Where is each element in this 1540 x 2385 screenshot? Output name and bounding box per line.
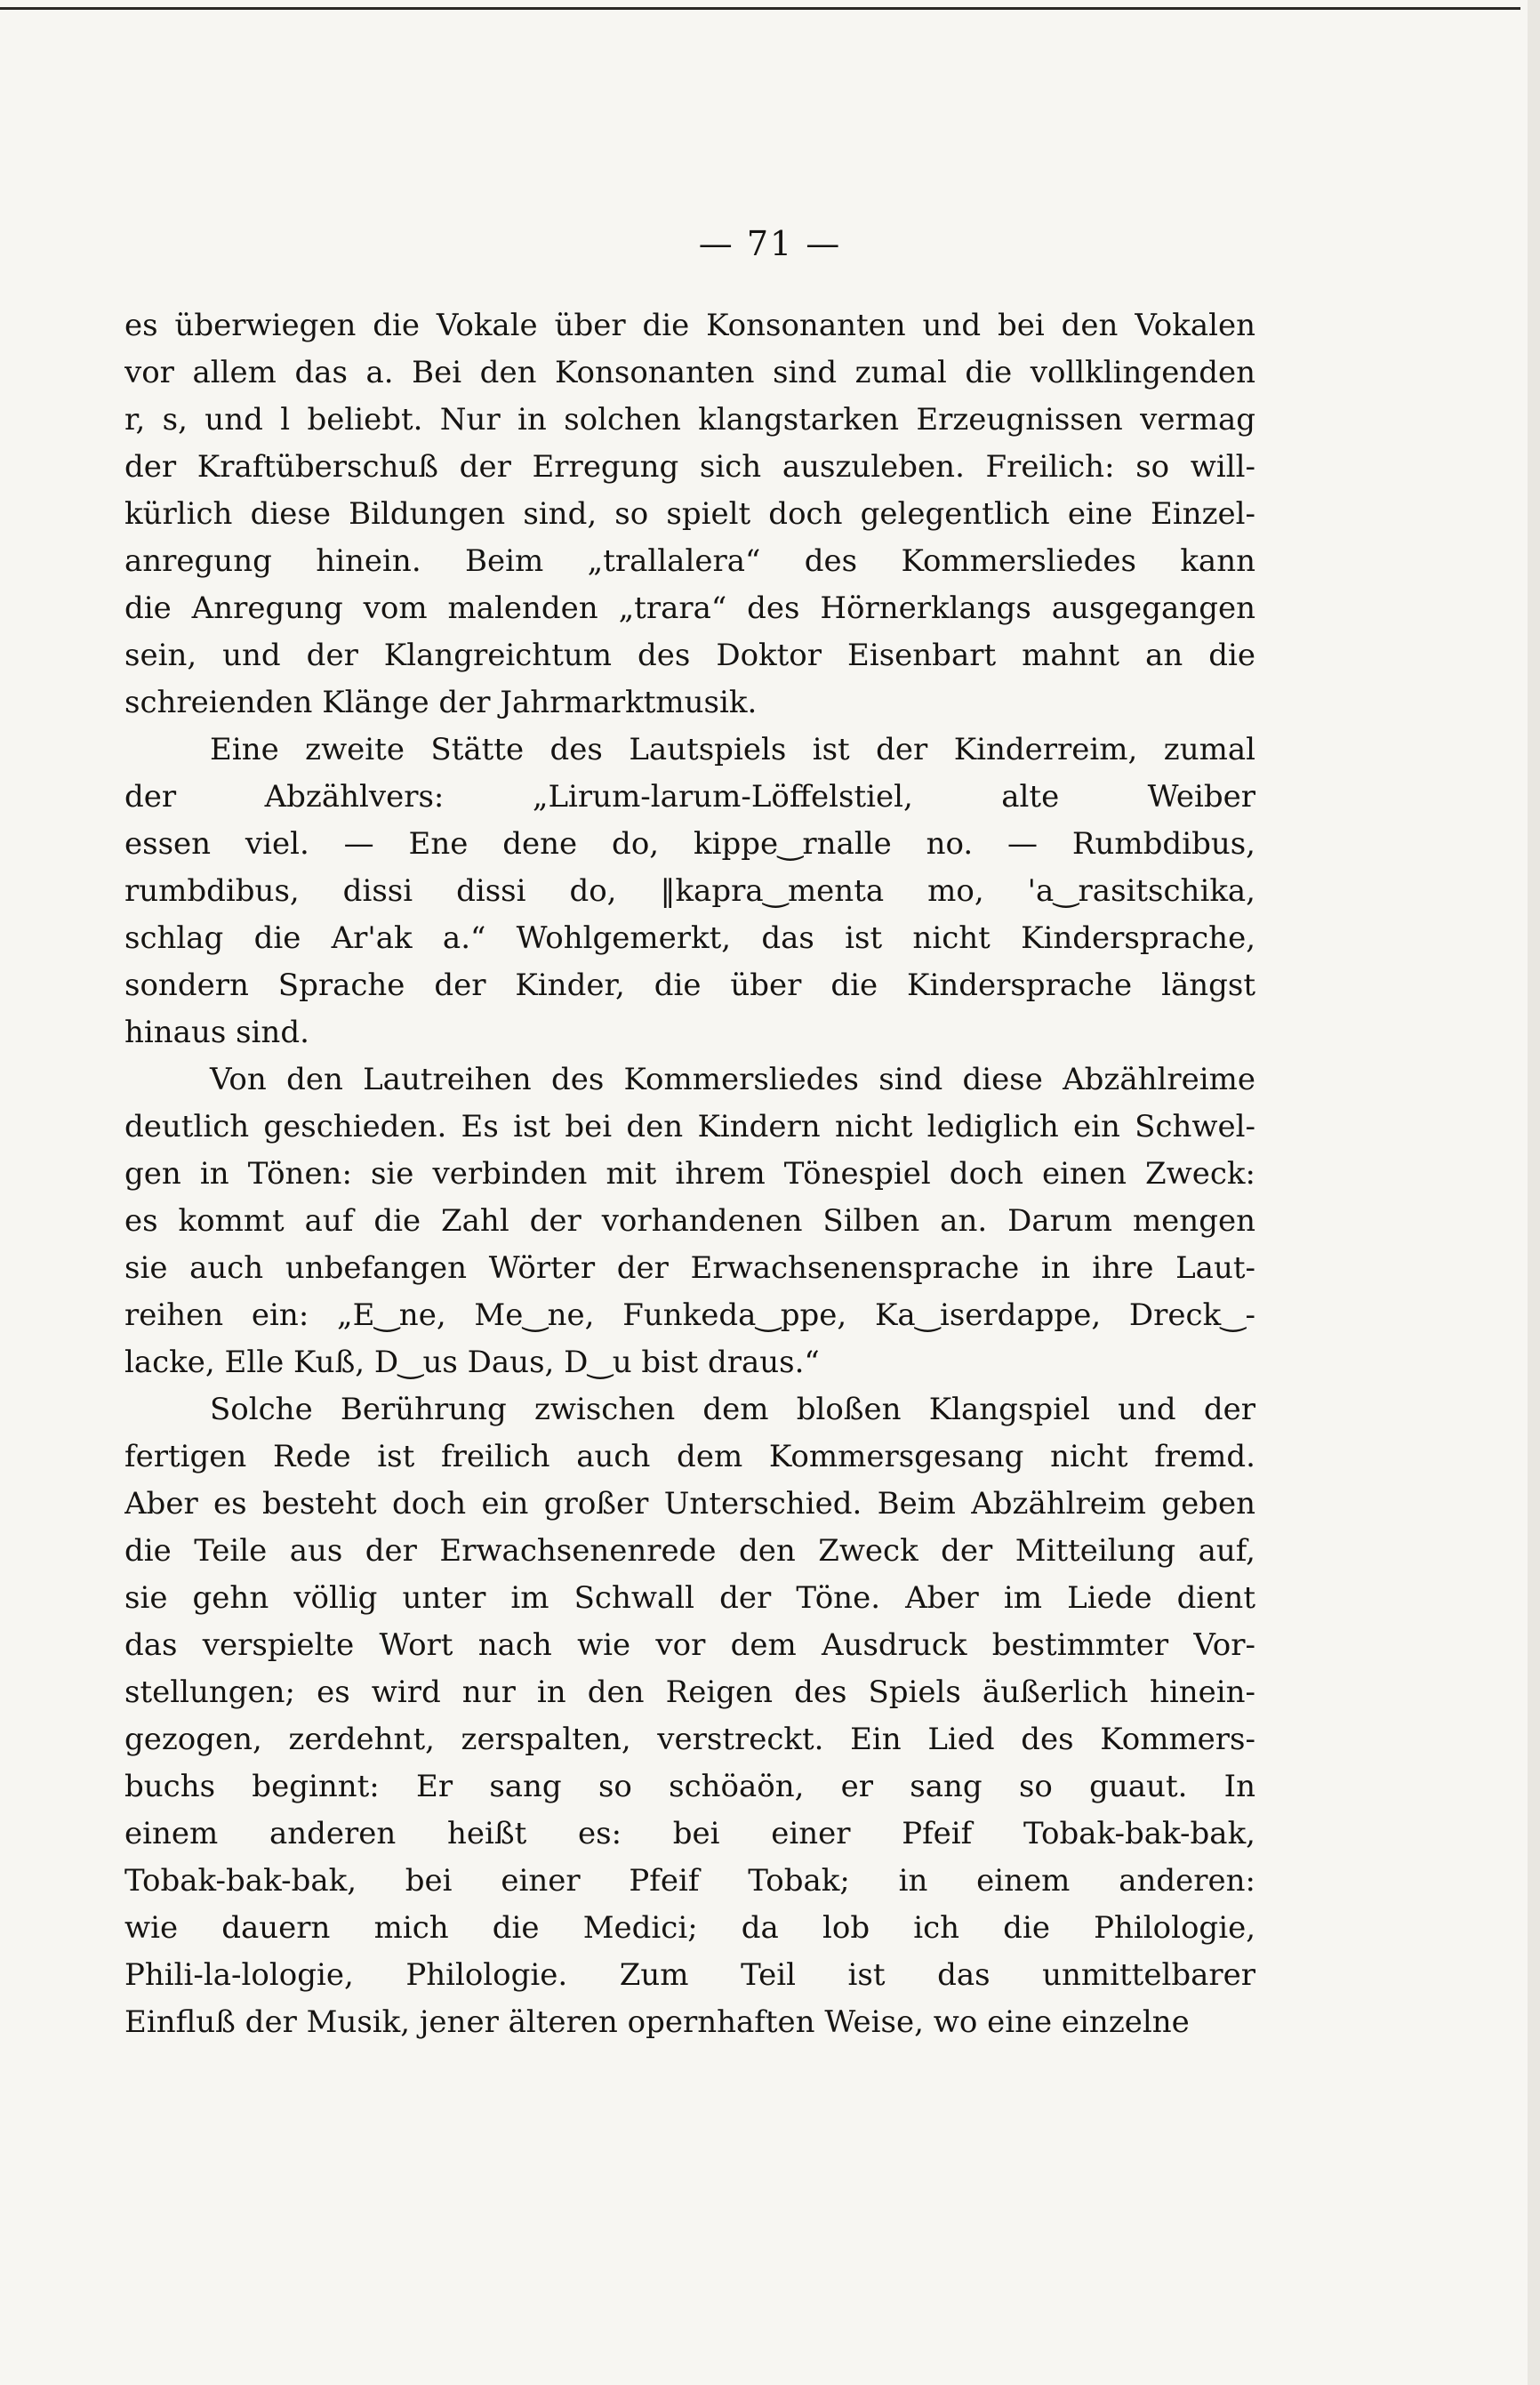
body-text	[124, 302, 1255, 2046]
text-line: sie gehn völlig unter im Schwall der Töne. Aber im Liede dient	[124, 1580, 1255, 1616]
text-line: sie auch unbefangen Wörter der Erwachsenensprache in ihre Laut-	[124, 1250, 1255, 1286]
text-line: fertigen Rede ist freilich auch dem Kommersgesang nicht fremd.	[124, 1439, 1255, 1474]
text-line: Solche Berührung zwischen dem bloßen Klangspiel und der	[210, 1392, 1255, 1427]
paragraph	[124, 1386, 1255, 2046]
page-edge-shadow	[1528, 0, 1540, 2385]
text-line: wie dauern mich die Medici; da lob ich die Philologie,	[124, 1910, 1255, 1946]
text-line: es überwiegen die Vokale über die Konsonanten und bei den Vokalen	[124, 308, 1255, 343]
text-line: gen in Tönen: sie verbinden mit ihrem Tönespiel doch einen Zweck:	[124, 1156, 1255, 1192]
page-number: — 71 —	[698, 224, 842, 263]
top-edge-rule	[0, 7, 1520, 10]
text-line: sondern Sprache der Kinder, die über die Kindersprache längst	[124, 968, 1255, 1003]
text-line: das verspielte Wort nach wie vor dem Ausdruck bestimmter Vor-	[124, 1627, 1255, 1663]
text-line: Phili-la-lologie, Philologie. Zum Teil ist das unmittelbarer	[124, 1957, 1255, 1993]
text-line: der Abzählvers: „Lirum-larum-Löffelstiel, alte Weiber	[124, 779, 1255, 815]
text-line: schreienden Klänge der Jahrmarktmusik.	[124, 685, 758, 720]
text-line: Eine zweite Stätte des Lautspiels ist der Kinderreim, zumal	[210, 732, 1255, 767]
text-line: die Teile aus der Erwachsenenrede den Zweck der Mitteilung auf,	[124, 1533, 1255, 1569]
text-line: deutlich geschieden. Es ist bei den Kindern nicht lediglich ein Schwel-	[124, 1109, 1255, 1144]
text-line: die Anregung vom malenden „trara“ des Hörnerklangs ausgegangen	[124, 590, 1255, 626]
text-line: r, s, und l beliebt. Nur in solchen klangstarken Erzeugnissen vermag	[124, 402, 1255, 438]
text-line: lacke, Elle Kuß, D‿us Daus, D‿u bist draus.“	[124, 1345, 820, 1380]
text-line: der Kraftüberschuß der Erregung sich auszuleben. Freilich: so will-	[124, 449, 1255, 485]
text-line: rumbdibus, dissi dissi do, ‖kapra‿menta mo, 'a‿rasitschika,	[124, 873, 1255, 909]
paragraph	[124, 302, 1255, 727]
text-line: essen viel. — Ene dene do, kippe‿rnalle no. — Rumbdibus,	[124, 826, 1255, 862]
text-line: kürlich diese Bildungen sind, so spielt doch gelegentlich eine Einzel-	[124, 496, 1255, 532]
text-line: sein, und der Klangreichtum des Doktor Eisenbart mahnt an die	[124, 638, 1255, 673]
text-line: vor allem das a. Bei den Konsonanten sind zumal die vollklingenden	[124, 355, 1255, 390]
text-line: Einfluß der Musik, jener älteren opernhaften Weise, wo eine einzelne	[124, 2004, 1190, 2040]
text-line: anregung hinein. Beim „trallalera“ des Kommersliedes kann	[124, 543, 1255, 579]
text-line: einem anderen heißt es: bei einer Pfeif Tobak-bak-bak,	[124, 1816, 1255, 1851]
text-line: Aber es besteht doch ein großer Unterschied. Beim Abzählreim geben	[124, 1486, 1255, 1522]
text-line: es kommt auf die Zahl der vorhandenen Silben an. Darum mengen	[124, 1203, 1255, 1239]
text-line: stellungen; es wird nur in den Reigen des Spiels äußerlich hinein-	[124, 1674, 1255, 1710]
text-line: buchs beginnt: Er sang so schöaön, er sang so guaut. In	[124, 1769, 1255, 1804]
text-line: hinaus sind.	[124, 1015, 309, 1050]
paragraph	[124, 1056, 1255, 1386]
text-line: gezogen, zerdehnt, zerspalten, verstreckt. Ein Lied des Kommers-	[124, 1722, 1255, 1757]
paragraph	[124, 727, 1255, 1056]
text-line: Von den Lautreihen des Kommersliedes sind diese Abzählreime	[210, 1062, 1255, 1097]
text-line: reihen ein: „E‿ne, Me‿ne, Funkeda‿ppe, Ka‿iserdappe, Dreck‿-	[124, 1297, 1255, 1333]
text-line: Tobak-bak-bak, bei einer Pfeif Tobak; in einem anderen:	[124, 1863, 1255, 1899]
text-line: schlag die Ar'ak a.“ Wohlgemerkt, das ist nicht Kindersprache,	[124, 920, 1255, 956]
